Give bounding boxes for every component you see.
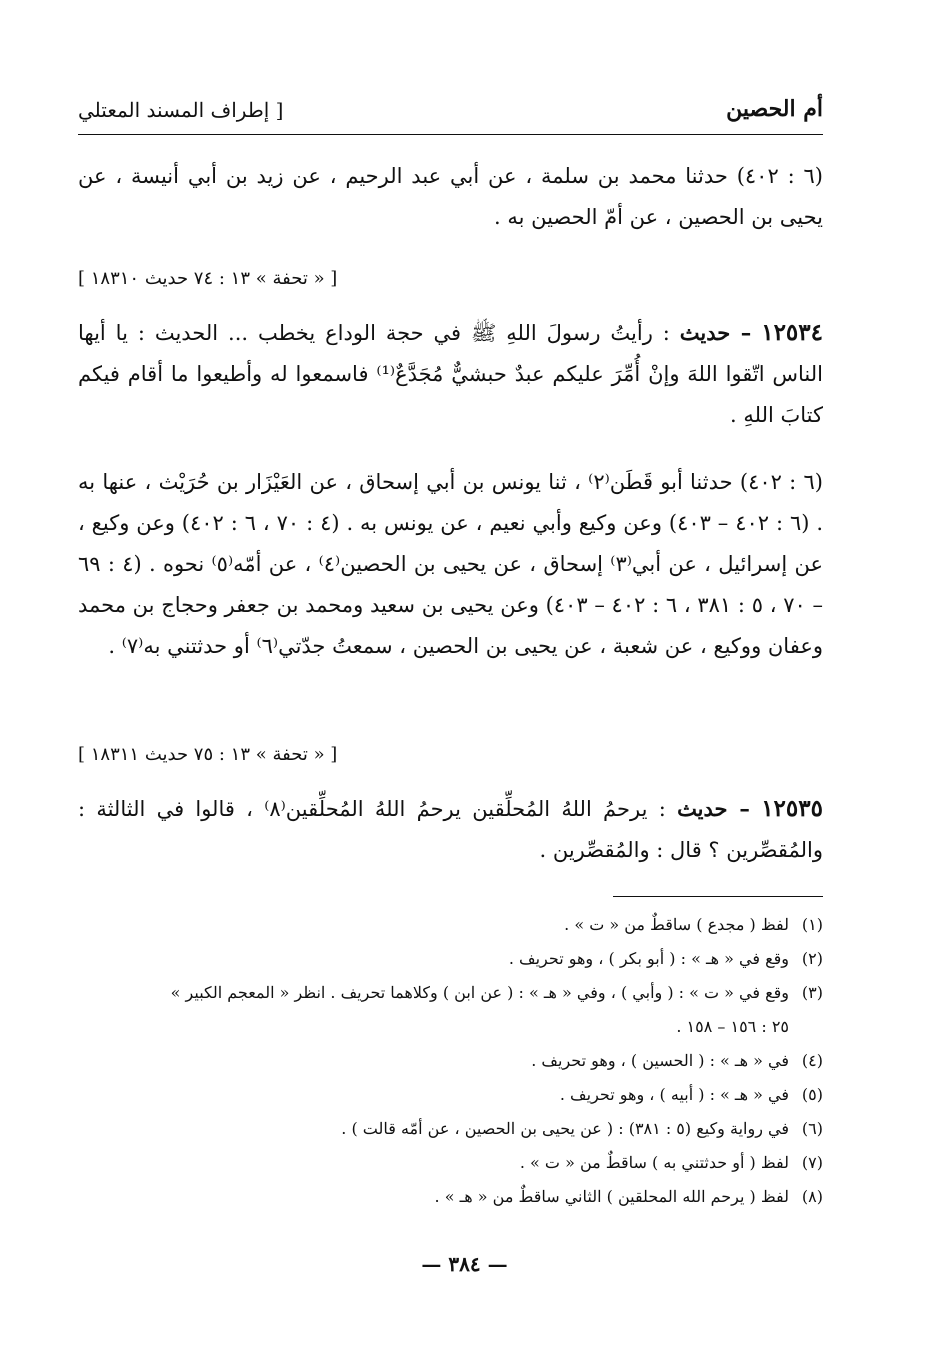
- footnote-divider: [613, 896, 823, 897]
- footnote-number: (٤): [801, 1051, 823, 1070]
- footnote-number: (٧): [801, 1153, 823, 1172]
- footnote-number: (١): [801, 915, 823, 934]
- footnote-text: لفظ ( مجدع ) ساقطٌ من « ت » .: [564, 915, 789, 934]
- footnote-text: في رواية وكيع (٥ : ٣٨١) : ( عن يحيى بن الحصين ، عن أمّه قالت ) .: [341, 1119, 789, 1138]
- footnote-item: [78, 1078, 823, 1112]
- running-header: [78, 92, 823, 135]
- chain-paragraph-2: (٦ : ٤٠٢) حدثنا أبو قَطَن⁽٢⁾ ، ثنا يونس بن أبي إسحاق ، عن العَيْزَار بن حُرَيْث ، عنها به . (٦ : ٤٠٢ – ٤٠٣) وعن وكيع وأبي نعيم ، عن يونس به . (٤ : ٧٠ ، ٦ : ٤٠٢) وعن وكيع ، عن إسرائيل ، عن أبي⁽٣⁾ إسحاق ، عن يحيى بن الحصين⁽٤⁾ ، عن أمّه⁽٥⁾ نحوه . (٤ : ٦٩ – ٧٠ ، ٥ : ٣٨١ ، ٦ : ٤٠٢ – ٤٠٣) وعن يحيى بن سعيد ومحمد بن جعفر وحجاج بن محمد وعفان ووكيع ، عن شعبة ، عن يحيى بن الحصين ، سمعتُ جدّتي⁽٦⁾ أو حدثتني به⁽٧⁾ .: [78, 470, 824, 658]
- footnote-text: وقع في « ت » : ( وأبي ) ، وفي « هـ » : ( عن ابن ) وكلاهما تحريف . انظر « المعجم الكبير »: [170, 983, 789, 1002]
- footnote-text: في « هـ » : ( الحسين ) ، وهو تحريف .: [531, 1051, 789, 1070]
- hadith-12535: [78, 788, 823, 871]
- hadith-number: ١٢٥٣٤: [761, 319, 823, 346]
- footnote-text: في « هـ » : ( أبيه ) ، وهو تحريف .: [559, 1085, 789, 1104]
- footnote-continuation: [78, 1010, 823, 1044]
- footnote-item: [78, 908, 823, 942]
- header-chapter-title: أم الحصين: [726, 96, 823, 122]
- footnote-number: (٥): [801, 1085, 823, 1104]
- footnote-text: لفظ ( يرحم الله المحلقين ) الثاني ساقطٌ من « هـ » .: [434, 1187, 789, 1206]
- hadith-12534: [78, 312, 823, 436]
- tuhfa-reference-1-text: [ « تحفة » ١٣ : ٧٤ حديث ١٨٣١٠ ]: [78, 268, 338, 289]
- footnote-number: (٢): [801, 949, 823, 968]
- header-book-title: [ إطراف المسند المعتلي: [78, 98, 284, 122]
- hadith-label: – حديث: [677, 796, 750, 821]
- footnote-item: [78, 976, 823, 1010]
- tuhfa-reference-2-text: [ « تحفة » ١٣ : ٧٥ حديث ١٨٣١١ ]: [78, 744, 338, 765]
- footnote-number: (٣): [801, 983, 823, 1002]
- page-number: — ٣٨٤ —: [421, 1252, 508, 1276]
- footnote-item: [78, 942, 823, 976]
- hadith-text: : رأيتُ رسولَ اللهِ ﷺ في حجة الوداع يخطب ... الحديث : يا أيها الناس اتّقوا اللهَ وإنْ أُمِّرَ عليكم عبدٌ حبشيٌّ مُجَدَّعٌ⁽¹⁾ فاسمعوا له وأطيعوا ما أقام فيكم كتابَ اللهِ .: [78, 321, 823, 427]
- footnote-item: [78, 1146, 823, 1180]
- hadith-number: ١٢٥٣٥: [761, 795, 823, 822]
- footnote-number: (٨): [801, 1187, 823, 1206]
- footnote-item: [78, 1112, 823, 1146]
- hadith-text: : يرحمُ اللهُ المُحلِّقين يرحمُ اللهُ المُحلِّقين⁽٨⁾ ، قالوا في الثالثة : والمُقصِّرين ؟ قال : والمُقصِّرين .: [78, 797, 823, 862]
- footnote-number: (٦): [801, 1119, 823, 1138]
- tuhfa-reference-1: [78, 266, 823, 292]
- footnotes: [78, 908, 823, 1214]
- footnote-text: لفظ ( أو حدثتني به ) ساقطٌ من « ت » .: [519, 1153, 789, 1172]
- footnote-text: ٢٥ : ١٥٦ – ١٥٨ .: [676, 1017, 789, 1036]
- footnote-item: [78, 1180, 823, 1214]
- tuhfa-reference-2: [78, 742, 823, 768]
- chain-paragraph-1: (٦ : ٤٠٢) حدثنا محمد بن سلمة ، عن أبي عبد الرحيم ، عن زيد بن أبي أنيسة ، عن يحيى بن الحصين ، عن أمّ الحصين به .: [78, 164, 823, 229]
- hadith-label: – حديث: [679, 320, 752, 345]
- footnote-item: [78, 1044, 823, 1078]
- footnote-text: وقع في « هـ » : ( أبو بكر ) ، وهو تحريف .: [508, 949, 789, 968]
